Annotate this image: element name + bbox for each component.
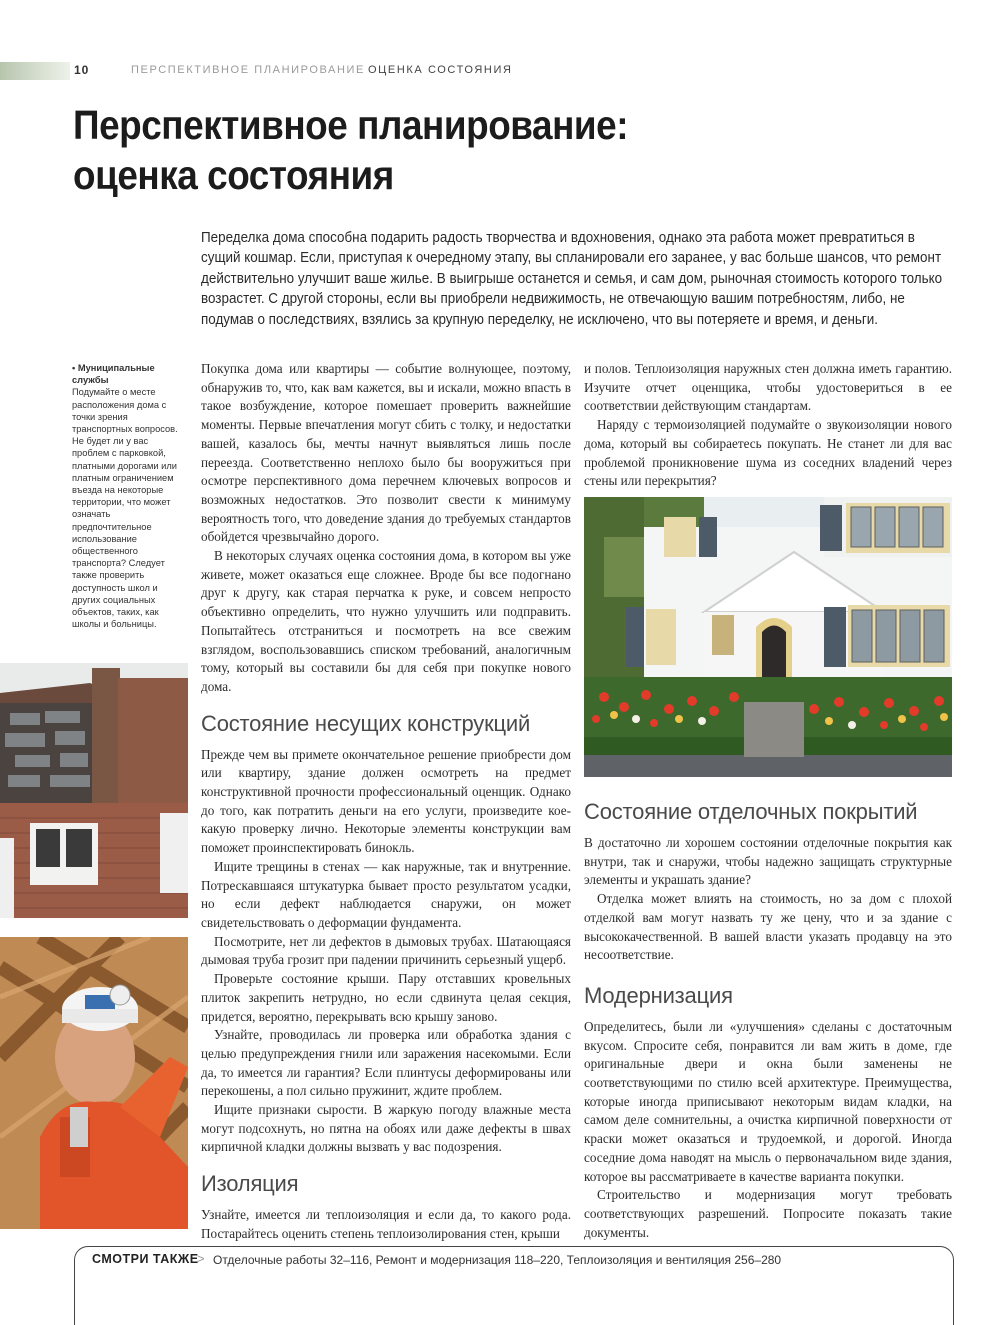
- heading-modernization: Модернизация: [584, 982, 733, 1008]
- paragraph: Узнайте, имеется ли теплоизоляция и если да, то какого рода. Постарайтесь оценить степень теплоизолирования стен, крыши: [201, 1207, 571, 1241]
- column-right-top: [584, 360, 952, 491]
- attic-worker-photo: [0, 937, 188, 1229]
- paragraph: Наряду с термоизоляцией подумайте о звукоизоляции нового дома, который вы собираетесь покупать. Не станет ли для вас проблемой проникновение шума из соседних владений через стены или перекрытия?: [584, 417, 952, 489]
- paragraph: Ищите признаки сырости. В жаркую погоду влажные места могут подсохнуть, но пятна на обоях или даже дефекты в швах кирпичной кладки должны вызвать у вас подозрения.: [201, 1102, 571, 1155]
- paragraph: Ищите трещины в стенах — как наружные, так и внутренние. Потрескавшаяся штукатурка бывает просто результатом усадки, но если дефект наблюдается снаружи, он может свидетельствовать о деформации фундамента.: [201, 858, 571, 930]
- paragraph: Строительство и модернизация могут требовать соответствующих разрешений. Попросите показать такие документы.: [584, 1187, 952, 1240]
- page-title: [73, 100, 793, 200]
- page-number: 10: [74, 63, 90, 77]
- paragraph: Покупка дома или квартиры — событие волнующее, поэтому, обнаружив то, что, как вам кажется, вы и искали, можно впасть в такое возбуждение, которое помешает проверить важнейшие моменты. Первые впечатления могут сбить с толку, и недостатки вашей, казалось бы, мечты начнут выявляться лишь после переезда. Соответственно неплохо было бы вооружиться при осмотре перспективного дома перечнем ключевых вопросов и возможных недостатков. Это позволит свести к минимуму вероятность того, что доведение здания до требуемых стандартов обойдется чрезвычайно дорого.: [201, 361, 571, 545]
- see-also-text: Отделочные работы 32–116, Ремонт и модернизация 118–220, Теплоизоляция и вентиляция 256–280: [213, 1253, 782, 1267]
- see-also-arrow-icon: >: [197, 1251, 205, 1266]
- header-section: ПЕРСПЕКТИВНОЕ ПЛАНИРОВАНИЕ: [131, 64, 365, 76]
- page-title-line1: Перспективное планирование:: [73, 102, 629, 148]
- column-left: [201, 360, 571, 1244]
- header-accent-bar: [0, 62, 70, 80]
- paragraph: Отделка может влиять на стоимость, но за дом с плохой отделкой вам могут назвать ту же цену, что и за здание с высококачественной. В вашей власти указать продавцу на это несоответствие.: [584, 891, 952, 963]
- sidenote-title: • Муниципальные службы: [72, 363, 155, 386]
- see-also-label: СМОТРИ ТАКЖЕ: [92, 1252, 199, 1266]
- paragraph: Посмотрите, нет ли дефектов в дымовых трубах. Шатающаяся дымовая труба грозит при падении причинить серьезный ущерб.: [201, 933, 571, 968]
- column-right-bottom: [584, 785, 952, 1242]
- paragraph: и полов. Теплоизоляция наружных стен должна иметь гарантию. Изучите отчет оценщика, чтобы удостовериться в ее соответствии действующим стандартам.: [584, 361, 952, 414]
- paragraph: Проверьте состояние крыши. Пару отставших кровельных плиток закрепить нетрудно, но если сдвинута целая секция, придется, вероятно, перекрывать всю крышу заново.: [201, 971, 571, 1024]
- heading-finish: Состояние отделочных покрытий: [584, 799, 918, 824]
- heading-structure: Состояние несущих конструкций: [201, 710, 531, 736]
- brick-house-photo: [0, 663, 188, 918]
- paragraph: Прежде чем вы примете окончательное решение приобрести дом или квартиру, здание должен осмотреть на предмет конструктивной прочности профессиональный оценщик. Однако до того, как потратить деньги на его услуги, произведите кое-какую проверку лично. Некоторые элементы конструкции вам поможет проинспектировать бинокль.: [201, 746, 571, 856]
- sidenote-text: Подумайте о месте расположения дома с точки зрения транспортных вопросов. Не будет ли у вас проблем с парковкой, платными дорогами или платным ограничением въезда на некоторые территории, что может означать предпочтительное использование общественного транспорта? Следует также проверить доступность школ и других социальных объектов, таких, как школы и больницы.: [72, 387, 178, 630]
- paragraph: Узнайте, проводилась ли проверка или обработка здания с целью предупреждения гнили или заражения насекомыми. Если да, то имеется ли гарантия? Если плинтусы деформированы или перекошены, а пол сильно пружинит, ждите проблем.: [201, 1027, 571, 1099]
- header-subsection: ОЦЕНКА СОСТОЯНИЯ: [368, 64, 513, 76]
- intro-paragraph: Переделка дома способна подарить радость творчества и вдохновения, однако эта работа может превратиться в сущий кошмар. Если, приступая к очередному этапу, вы спланировали его заранее, у вас больше шансов, что ремонт действительно улучшит ваше жилье. В выигрыше останется и семья, и сам дом, рыночная стоимость которого только возрастет. С другой стороны, если вы приобрели недвижимость, не отвечающую вашим потребностям, либо, не подумав о последствиях, взялись за крупную переделку, не исключено, что вы потеряете и время, и деньги.: [201, 230, 943, 328]
- sidenote: [72, 362, 186, 630]
- paragraph: В некоторых случаях оценка состояния дома, в котором вы уже живете, может оказаться еще сложнее. Вроде бы все подогнано друг к другу, как старая перчатка к руке, и совсем непросто объективно определить, что нужно улучшить или подправить. Попытайтесь отстраниться и посмотреть на все свежим взглядом, воспользовавшись списком требований, аналогичным тому, который вы составили бы для себя при покупке нового дома.: [201, 548, 571, 694]
- paragraph: В достаточно ли хорошем состоянии отделочные покрытия как внутри, так и снаружи, чтобы надежно защищать структурные элементы и украшать здание?: [584, 835, 952, 888]
- heading-insulation: Изоляция: [201, 1171, 299, 1197]
- house-garden-photo: [584, 497, 952, 777]
- page-title-line2: оценка состояния: [73, 152, 394, 198]
- paragraph: Определитесь, были ли «улучшения» сделаны с достаточным вкусом. Спросите себя, понравится ли вам жить в доме, где оригинальные двери и окна были заменены не соответствующими по стилю всей архитектуре. Преимущества, которые иногда приписывают некоторым видам кладки, на самом деле сомнительны, а очистка кирпичной поверхности от краски может оказаться и трудоемкой, и дорогой. Иногда соседние дома наводят на мысль о первоначальном виде здания, которое вы рассматриваете в качестве варианта покупки.: [584, 1018, 952, 1184]
